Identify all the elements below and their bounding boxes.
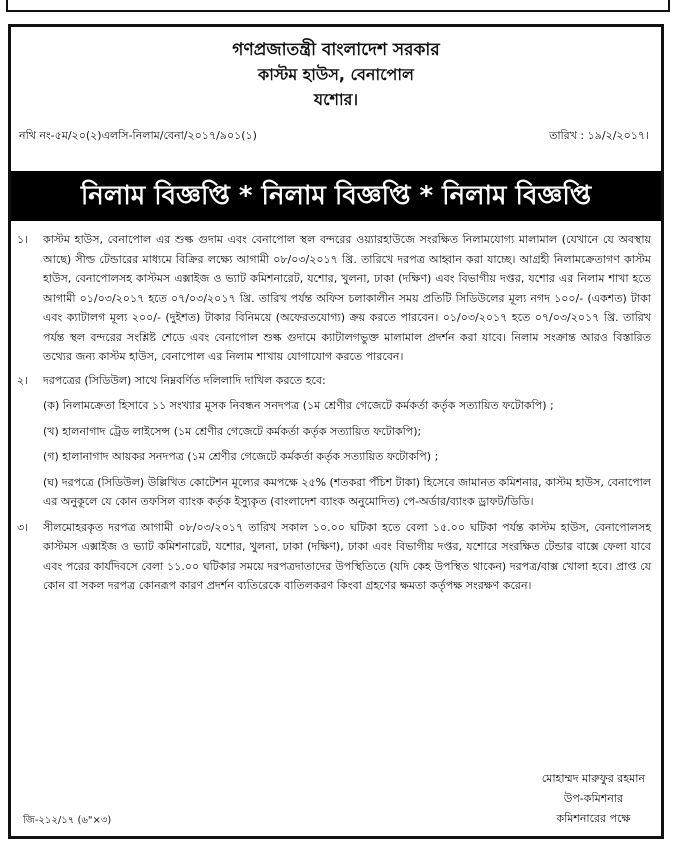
signatory-designation: উপ-কমিশনার: [563, 792, 624, 805]
office-location: যশোর।: [313, 90, 359, 109]
auction-banner: নিলাম বিজ্ঞপ্তি * নিলাম বিজ্ঞপ্তি * নিলাম বিজ্ঞপ্তি: [11, 171, 661, 221]
signatory-on-behalf: কমিশনারের পক্ষে: [556, 812, 631, 825]
document-requirement: (ঘ) দরপত্রে (সিডিউল) উল্লিখিত কোটেশন মূল্যের কমপক্ষে ২৫% (শতকরা পঁচিশ টাকা) হিসেবে জামানত কমিশনার, কাস্টম হাউস, বেনাপোল এর অনুকূলে যে কোন তফসিল ব্যাংক কর্তৃক ইস্যুকৃত (বাংলাদেশ ব্যাংক অনুমোদিত) পে-অর্ডার/ব্যাংক ড্রাফট/ডিডি।: [43, 475, 651, 508]
reference-number: নথি নং-৫ম/২০(২)এলসি-নিলাম/বেনা/২০১৭/৯০১(১): [19, 129, 257, 142]
document-requirement: (খ) হালনাগাদ ট্রেড লাইসেন্স (১ম শ্রেণীর গেজেটে কর্মকর্তা কর্তৃক সত্যায়িত ফটোকপি);: [43, 424, 422, 438]
notice-item-1: [17, 230, 651, 367]
item-text: কাস্টম হাউস, বেনাপোল এর শুল্ক গুদাম এবং বেনাপোল স্থল বন্দরের ওয়্যারহাউজে সংরক্ষিত নিলামযোগ্য মালামাল (যেখানে যে অবস্থায় আছে) সীল্ড টেন্ডারের মাধ্যমে বিক্রির লক্ষ্যে আগামী ০৮/০৩/২০১৭ খ্রি. তারিখে দরপত্র আহ্বান করা যাচ্ছে। আগ্রহী নিলামক্রেতাগণ কাস্টম হাউস, বেনাপোলসহ কাস্টমস এক্সাইজ ও ভ্যাট কমিশনারেট, যশোর, খুলনা, ঢাকা (দক্ষিণ) এবং বিভাগীয় দপ্তর, যশোর এর নিলাম শাখা হতে আগামী ০১/০৩/২০১৭ হতে ০৭/০৩/২০১৭ খ্রি. তারিখ পর্যন্ত অফিস চলাকালীন সময় প্রতিটি সিডিউলের মূল্য নগদ ১০০/- (একশত) টাকা এবং ক্যাটালগ মূল্য ২০০/- (দুইশত) টাকার বিনিময়ে (অফেরতযোগ্য) ক্রয় করতে পারবেন। ০১/০৩/২০১৭ হতে ০৭/০৩/২০১৭ খ্রি. তারিখ পর্যন্ত স্থল বন্দরের সংশ্লিষ্ট শেডে এবং বেনাপোল শুল্ক গুদামে ক্যাটালগভুক্ত মালামাল প্রদর্শন করা যাবে। নিলাম সংক্রান্ত আরও বিস্তারিত তথ্যের জন্য কাস্টম হাউস, বেনাপোল এর নিলাম শাখায় যোগাযোগ করতে পারবেন।: [43, 233, 651, 363]
item-number: ২।: [17, 373, 29, 387]
item-text: দরপত্রের (সিডিউল) সাথে নিম্নবর্ণিত দলিলাদি দাখিল করতে হবে:: [43, 373, 326, 387]
notice-body: [17, 230, 651, 596]
notice-date: তারিখ : ১৯/২/২০১৭।: [549, 129, 649, 142]
office-name: কাস্টম হাউস, বেনাপোল: [258, 65, 414, 84]
item-text: সীলমোহরকৃত দরপত্র আগামী ০৮/০৩/২০১৭ তারিখ সকাল ১০.০০ ঘটিকা হতে বেলা ১৫.০০ ঘটিকা পর্যন্ত কাস্টম হাউস, বেনাপোলসহ কাস্টমস এক্সাইজ ও ভ্যাট কমিশনারেট, যশোর, খুলনা, ঢাকা (দক্ষিণ), ঢাকা এবং বিভাগীয় দপ্তর, যশোরে সংরক্ষিত টেন্ডার বাক্সে ফেলা যাবে এবং পরের কার্যদিবসে বেলা ১১.০০ ঘটিকার সময়ে দরপত্রদাতাদের উপস্থিতিতে (যদি কেহ উপস্থিত থাকেন) দরপত্র/বাক্স খোলা হবে। প্রাপ্ত যে কোন বা সকল দরপত্র কোনরূপ কারণ প্রদর্শন ব্যতিরেকে বাতিলকরণ কিংবা গ্রহণের ক্ষমতা কর্তৃপক্ষ সংরক্ষণ করেন।: [43, 520, 651, 592]
notice-frame: [8, 24, 664, 839]
government-title: গণপ্রজাতন্ত্রী বাংলাদেশ সরকার: [232, 40, 440, 60]
top-border-strip: [6, 0, 670, 12]
signature-block: [542, 769, 645, 829]
notice-item-2: [17, 371, 651, 391]
document-requirement: (ক) নিলামক্রেতা হিসাবে ১১ সংখ্যার মূসক নিবন্ধন সনদপত্র (১ম শ্রেণীর গেজেটে কর্মকর্তা কর্তৃক সত্যায়িত ফটোকপি) ;: [43, 399, 554, 412]
notice-item-3: [17, 518, 651, 596]
signatory-name: মোহাম্মদ মারুফুর রহমান: [541, 772, 645, 785]
document-requirement: (গ) হালানাগাদ আয়কর সনদপত্র (১ম শ্রেণীর গেজেটে কর্মকর্তা কর্তৃক সত্যায়িত ফটোকপি) ;: [43, 450, 439, 463]
gazette-code: জি-২১২/১৭ (৬"×৩): [23, 815, 112, 826]
item-number: ১।: [17, 233, 29, 246]
item-number: ৩।: [17, 520, 29, 534]
